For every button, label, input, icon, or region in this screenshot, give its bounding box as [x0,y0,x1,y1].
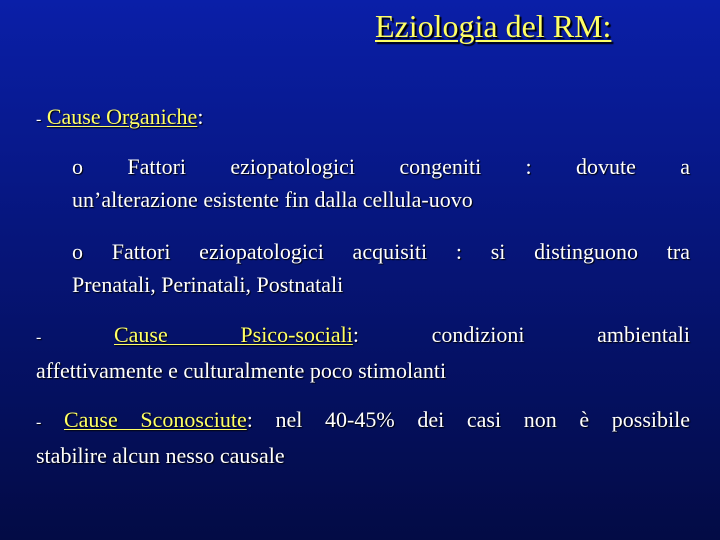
congenital-factors-item [72,150,690,216]
organic-colon: : [197,104,204,129]
bullet-circle: o [72,154,83,179]
unknown-causes-label: Cause Sconosciute [63,407,247,432]
congenital-text-2: un’alterazione esistente fin dalla cellula-uovo [72,187,473,212]
acquired-text-2: Prenatali, Perinatali, Postnatali [72,272,344,297]
congenital-text-1: Fattori eziopatologici congeniti : dovute a [127,154,691,179]
slide-title: Eziologia del RM: [375,8,612,44]
unknown-causes-item [36,403,690,472]
psychosocial-causes-label: Cause Psico-sociali [113,322,353,347]
acquired-text-1: Fattori eziopatologici acquisiti : si distinguono tra [111,239,691,264]
congenital-line-1 [72,150,690,183]
psychosocial-line-1 [36,318,690,354]
organic-causes-heading [36,100,696,136]
dash-marker: - [36,329,42,346]
psychosocial-text-1: condizioni ambientali [431,322,690,347]
acquired-factors-item [72,235,690,301]
psychosocial-colon: : [352,322,359,347]
psychosocial-causes-item [36,318,690,387]
bullet-circle: o [72,239,83,264]
unknown-colon: : [246,407,253,432]
dash-marker: - [36,414,42,431]
unknown-text-1: nel 40-45% dei casi non è possibile [275,407,690,432]
dash-marker: - [36,111,42,128]
psychosocial-text-2: affettivamente e culturalmente poco stimolanti [36,358,447,383]
organic-causes-label: Cause Organiche [46,104,198,129]
unknown-line-1 [36,403,690,439]
acquired-line-1 [72,235,690,268]
unknown-text-2: stabilire alcun nesso causale [36,443,285,468]
